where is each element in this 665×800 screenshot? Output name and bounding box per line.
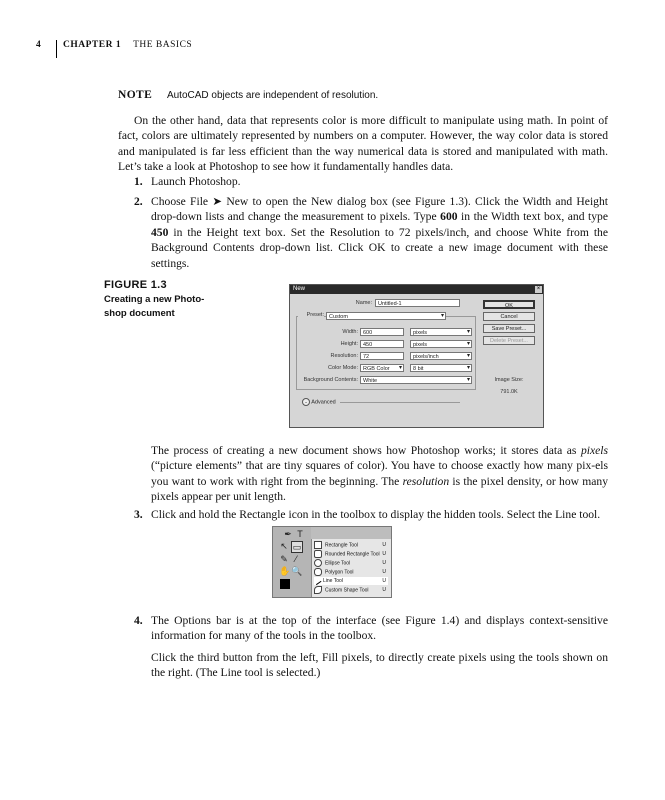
intro-paragraph: On the other hand, data that represents color is more difficult to manipulate using math. In point of fact, colors are ultimately represented by numbers on a computer. However, the way color data is stored and manipulated is far less efficient than the way numerical data is stored and manipulated with math. Let’s take a look at Photoshop to see how it fundamentally handles data. xyxy=(118,114,608,174)
background-label: Background Contents: xyxy=(303,377,358,383)
menu-item-rounded-rectangle-tool[interactable] xyxy=(314,550,388,558)
step-text-part: Choose File ➤ New to open the New dialog box (see Figure 1.3). Click the Width and Height drop-down lists and change the measurement to pixels. Type xyxy=(151,195,608,224)
figure-label: FIGURE 1.3 xyxy=(104,279,167,291)
dialog-title: New xyxy=(293,286,306,292)
delete-preset-button: Delete Preset... xyxy=(483,336,535,345)
step-bold-value: 600 xyxy=(440,210,458,224)
toolbox-flyout-screenshot xyxy=(272,526,392,598)
paragraph-part: The process of creating a new document shows how Photoshop works; it stores data as xyxy=(151,444,581,457)
height-input[interactable]: 450 xyxy=(360,340,404,348)
path-select-icon[interactable]: ↖ xyxy=(280,541,288,551)
ok-button[interactable]: OK xyxy=(483,300,535,309)
menu-item-ellipse-tool[interactable] xyxy=(314,559,388,567)
ellipse-icon xyxy=(314,559,322,567)
header-divider xyxy=(56,40,57,58)
figure-caption-text: Creating a new Photo-shop document xyxy=(104,294,205,319)
menu-item-label: Polygon Tool xyxy=(325,569,354,576)
menu-item-label: Line Tool xyxy=(323,578,343,584)
preset-label: Preset: xyxy=(298,312,324,318)
step-text-part: in the Width text box, and type xyxy=(457,210,608,224)
menu-item-line-tool[interactable] xyxy=(314,577,388,585)
step-4 xyxy=(118,613,608,644)
cancel-button[interactable]: Cancel xyxy=(483,312,535,321)
figure-caption xyxy=(104,279,214,321)
advanced-toggle[interactable] xyxy=(302,398,472,406)
menu-item-polygon-tool[interactable] xyxy=(314,568,388,576)
menu-item-label: Ellipse Tool xyxy=(325,560,351,567)
step-text-part: in the Height text box. Set the Resolution to 72 pixels/inch, and choose White from the Background Contents drop-down list. Click OK to create a new image document with these settings. xyxy=(151,225,608,270)
save-preset-button[interactable]: Save Preset... xyxy=(483,324,535,333)
shortcut-key: U xyxy=(382,578,386,584)
shortcut-key: U xyxy=(382,560,386,566)
note-text: AutoCAD objects are independent of resolution. xyxy=(166,90,379,101)
step-1 xyxy=(118,174,608,189)
name-input[interactable]: Untitled-1 xyxy=(375,299,460,307)
preset-select[interactable]: Custom ▾ xyxy=(326,312,446,320)
step-text: Launch Photoshop. xyxy=(151,175,241,188)
step-number: 3. xyxy=(134,508,143,521)
height-unit-select[interactable]: pixels ▾ xyxy=(410,340,472,348)
step-text xyxy=(151,194,608,271)
step-number: 2. xyxy=(134,195,143,208)
note xyxy=(118,89,378,101)
polygon-icon xyxy=(314,568,322,576)
paragraph-part: is the pixel density, or how many pixels appear per unit length. xyxy=(151,474,608,504)
hand-tool-icon[interactable]: ✋ xyxy=(279,566,291,576)
menu-item-label: Custom Shape Tool xyxy=(325,587,369,594)
rounded-rectangle-icon xyxy=(314,550,322,558)
bit-depth-select[interactable]: 8 bit ▾ xyxy=(410,364,472,372)
dialog-titlebar xyxy=(290,285,543,294)
name-label: Name: xyxy=(355,300,372,306)
zoom-tool-icon[interactable]: 🔍 xyxy=(291,566,303,576)
notes-tool-icon[interactable]: ✎ xyxy=(280,554,288,564)
width-unit-select[interactable]: pixels ▾ xyxy=(410,328,472,336)
image-size-value: 791.0K xyxy=(500,389,518,395)
chevron-down-icon: ⌄ xyxy=(302,398,310,406)
step-bold-value: 450 xyxy=(151,225,169,239)
step-2 xyxy=(118,194,608,271)
custom-shape-icon xyxy=(314,586,322,594)
paragraph-part: (“picture elements” that are tiny squares of color). You have to choose exactly how many pix-els you want to work with right from the beginning. The xyxy=(151,459,608,488)
close-icon[interactable]: × xyxy=(536,286,541,292)
color-mode-select[interactable]: RGB Color ▾ xyxy=(360,364,404,372)
step-number: 1. xyxy=(134,175,143,188)
running-header xyxy=(36,36,192,54)
pen-tool-icon[interactable]: ✒ xyxy=(284,529,292,539)
process-paragraph xyxy=(151,443,608,505)
chapter-label: CHAPTER 1 xyxy=(63,40,122,50)
term-resolution: resolution xyxy=(402,474,450,488)
step-text: The Options bar is at the top of the interface (see Figure 1.4) and displays context-sensitive information for many of the tools in the toolbox. xyxy=(151,614,608,643)
resolution-input[interactable]: 72 xyxy=(360,352,404,360)
rectangle-icon xyxy=(314,541,322,549)
menu-item-label: Rectangle Tool xyxy=(325,542,358,549)
note-label: NOTE xyxy=(118,89,153,101)
step-3 xyxy=(118,507,608,522)
section-title: THE BASICS xyxy=(133,40,193,50)
menu-item-custom-shape-tool[interactable] xyxy=(314,586,388,594)
step-number: 4. xyxy=(134,614,143,627)
shape-tool-menu xyxy=(311,539,391,597)
resolution-label: Resolution: xyxy=(330,353,358,359)
eyedropper-icon[interactable]: ⁄ xyxy=(295,554,297,564)
step-4-followup: Click the third button from the left, Fill pixels, to directly create pixels using the tools shown on the right. (The Line tool is selected.) xyxy=(151,651,608,680)
height-label: Height: xyxy=(340,341,358,347)
shortcut-key: U xyxy=(382,569,386,575)
advanced-label: Advanced xyxy=(311,399,336,406)
toolbox xyxy=(273,527,311,597)
resolution-unit-select[interactable]: pixels/inch ▾ xyxy=(410,352,472,360)
image-size-label: Image Size: xyxy=(494,377,524,383)
width-input[interactable]: 600 xyxy=(360,328,404,336)
step-text: Click and hold the Rectangle icon in the toolbox to display the hidden tools. Select the Line tool. xyxy=(151,508,601,521)
line-icon xyxy=(313,576,322,585)
shortcut-key: U xyxy=(382,551,386,557)
color-mode-label: Color Mode: xyxy=(328,365,358,371)
page-number: 4 xyxy=(36,40,41,50)
background-select[interactable]: White ▾ xyxy=(360,376,472,384)
term-pixels: pixels xyxy=(580,444,608,457)
shortcut-key: U xyxy=(382,587,386,593)
type-tool-icon[interactable]: T xyxy=(297,529,303,539)
rectangle-tool-icon[interactable]: ▭ xyxy=(292,542,302,552)
menu-item-rectangle-tool[interactable] xyxy=(314,541,388,549)
width-label: Width: xyxy=(342,329,358,335)
shortcut-key: U xyxy=(382,542,386,548)
menu-item-label: Rounded Rectangle Tool xyxy=(325,551,380,558)
foreground-color-swatch[interactable] xyxy=(280,579,290,589)
new-document-dialog xyxy=(289,284,544,428)
advanced-divider xyxy=(340,402,460,403)
